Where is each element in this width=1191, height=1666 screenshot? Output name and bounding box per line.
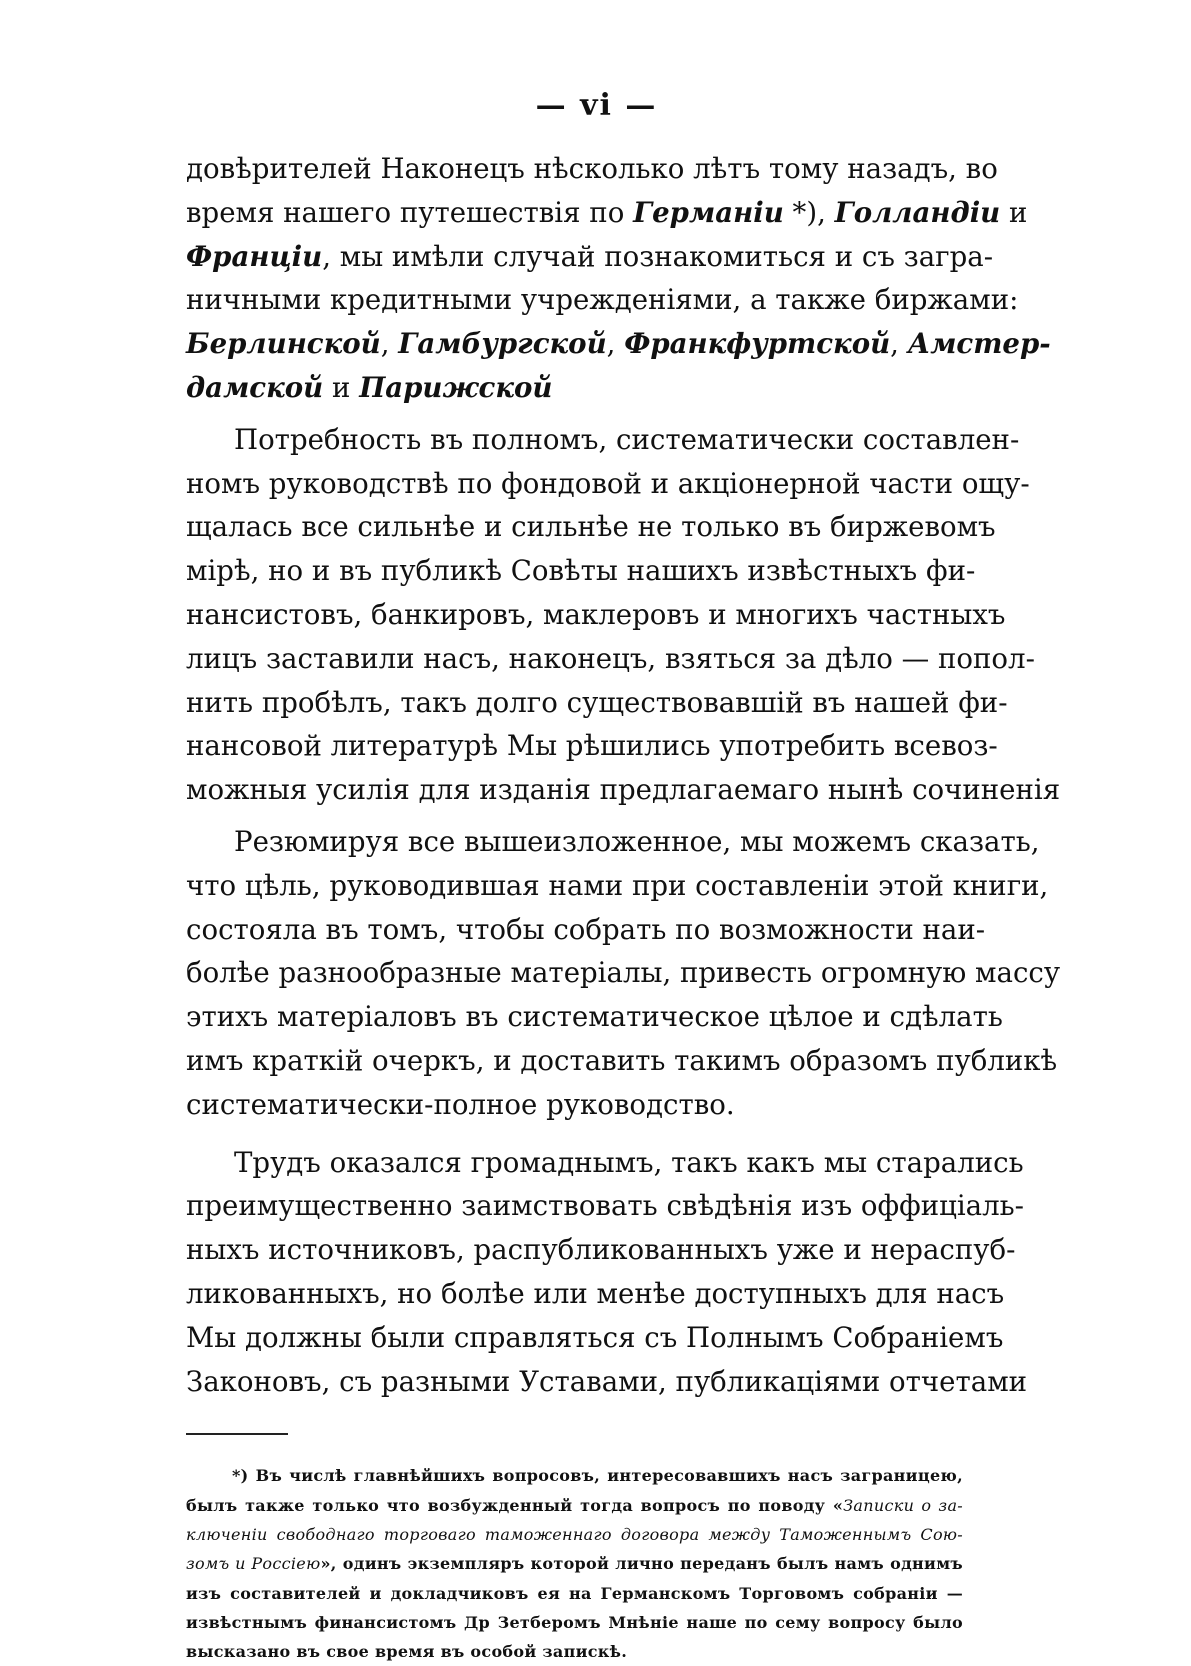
text-line xyxy=(186,147,998,191)
text-line xyxy=(186,951,1061,995)
text-run: Трудъ оказался громаднымъ, такъ какъ мы старались xyxy=(234,1145,1024,1179)
text-run: лицъ заставили насъ, наконецъ, взяться за дѣло — попол- xyxy=(186,641,1035,675)
text-line xyxy=(186,1360,1028,1404)
text-run: ликованныхъ, но болѣе или менѣе доступныхъ для насъ xyxy=(186,1276,1005,1310)
text-run: , мы имѣли случай познакомиться и съ загра- xyxy=(322,239,994,273)
footnote-line xyxy=(186,1637,963,1666)
footnote-separator xyxy=(186,1433,288,1435)
text-line xyxy=(186,278,1019,322)
emphasized-text: дамской xyxy=(186,370,324,404)
text-run: нансистовъ, банкировъ, маклеровъ и многихъ частныхъ xyxy=(186,597,1006,631)
text-run: преимущественно заимствовать свѣдѣнія изъ оффиціаль- xyxy=(186,1189,1024,1223)
text-line xyxy=(186,462,1030,506)
text-run: нить пробѣлъ, такъ долго существовавшій въ нашей фи- xyxy=(186,685,1008,719)
text-line xyxy=(186,724,998,768)
emphasized-text: Амстер- xyxy=(907,327,1051,361)
text-line xyxy=(186,1039,1058,1083)
text-line xyxy=(186,235,994,279)
text-run: и xyxy=(323,370,360,404)
text-run: Мы должны были справляться съ Полнымъ Собраніемъ xyxy=(186,1320,1004,1354)
text-line xyxy=(186,820,1040,864)
emphasized-text: Берлинской xyxy=(186,327,381,361)
text-line xyxy=(186,681,1008,725)
text-run: и xyxy=(1000,195,1028,229)
emphasized-text: Германіи xyxy=(633,195,784,229)
text-run: щалась все сильнѣе и сильнѣе не только въ биржевомъ xyxy=(186,510,996,544)
text-line xyxy=(186,1184,1024,1228)
text-line xyxy=(186,549,976,593)
emphasized-text: Гамбургской xyxy=(398,327,607,361)
text-run: ничными кредитными учрежденіями, а также биржами: xyxy=(186,283,1019,317)
text-run: изъ составителей и докладчиковъ ея на Германскомъ Торговомъ собраніи — xyxy=(186,1583,963,1603)
text-run: болѣе разнообразные матеріалы, привесть огромную массу xyxy=(186,956,1061,990)
text-run: время нашего путешествія по xyxy=(186,195,634,229)
text-line xyxy=(186,1083,963,1127)
footnote-line xyxy=(186,1491,963,1520)
text-line xyxy=(186,1272,1005,1316)
text-run: , xyxy=(380,327,399,361)
emphasized-text: Голландіи xyxy=(834,195,1001,229)
text-run: мірѣ, но и въ публикѣ Совѣты нашихъ извѣстныхъ фи- xyxy=(186,554,976,588)
text-run: номъ руководствѣ по фондовой и акціонерной части ощу- xyxy=(186,466,1030,500)
text-line xyxy=(186,1141,1024,1185)
text-run: Потребность въ полномъ, систематически составлен- xyxy=(234,422,1020,456)
text-run: можныя усилія для изданія предлагаемаго нынѣ сочиненія xyxy=(186,773,1061,807)
paragraph-2 xyxy=(186,418,1061,812)
text-line xyxy=(186,418,1020,462)
text-line xyxy=(186,637,1035,681)
text-line xyxy=(186,908,986,952)
text-run: *), xyxy=(783,195,835,229)
text-line xyxy=(186,593,1006,637)
emphasized-text: зомъ и Россіею xyxy=(186,1554,321,1574)
footnote-line xyxy=(186,1549,963,1578)
page-number: — vi — xyxy=(535,88,658,123)
emphasized-text: Записки о за- xyxy=(843,1495,963,1515)
footnote-line xyxy=(186,1608,963,1637)
text-line xyxy=(186,995,1003,1039)
text-run: », одинъ экземпляръ которой лично переданъ былъ намъ однимъ xyxy=(320,1554,963,1574)
text-run: что цѣль, руководившая нами при составленіи этой книги, xyxy=(186,868,1049,902)
footnote-line xyxy=(186,1461,963,1490)
emphasized-text: ключеніи свободнаго торговаго таможеннаго договора между Таможеннымъ Сою- xyxy=(186,1524,963,1544)
text-run: былъ также только что возбужденный тогда вопросъ по поводу « xyxy=(186,1495,844,1515)
text-run: довѣрителей Наконецъ нѣсколько лѣтъ тому назадъ, во xyxy=(186,152,998,185)
text-run: нансовой литературѣ Мы рѣшились употребить всевоз- xyxy=(186,729,998,763)
text-run: *) Въ числѣ главнѣйшихъ вопросовъ, интересовавшихъ насъ заграницею, xyxy=(232,1466,963,1486)
text-run: этихъ матеріаловъ въ систематическое цѣлое и сдѣлать xyxy=(186,1000,1003,1034)
text-run: Резюмируя все вышеизложенное, мы можемъ сказать, xyxy=(234,824,1040,858)
text-line xyxy=(186,768,1061,812)
emphasized-text: Франціи xyxy=(186,239,323,273)
text-run: Законовъ, съ разными Уставами, публикаціями отчетами xyxy=(186,1364,1028,1398)
text-run: состояла въ томъ, чтобы собрать по возможности наи- xyxy=(186,912,986,946)
footnote xyxy=(186,1461,963,1666)
paragraph-4 xyxy=(186,1141,1028,1404)
emphasized-text: Франкфуртской xyxy=(624,327,891,361)
text-line xyxy=(186,191,1028,235)
text-run: , xyxy=(890,327,908,361)
text-run: , xyxy=(606,327,625,361)
text-run: систематически-полное руководство. xyxy=(186,1087,735,1121)
emphasized-text: Парижской xyxy=(359,370,553,404)
footnote-line xyxy=(186,1579,963,1608)
text-line xyxy=(186,864,1049,908)
text-line xyxy=(186,366,963,410)
text-run: высказано въ свое время въ особой запискѣ. xyxy=(186,1642,628,1662)
text-run: ныхъ источниковъ, распубликованныхъ уже и нераспуб- xyxy=(186,1233,1016,1267)
text-line xyxy=(186,1228,1016,1272)
main-text xyxy=(186,147,1061,1403)
paragraph-3 xyxy=(186,820,1061,1127)
paragraph-1 xyxy=(186,147,1051,410)
text-line xyxy=(186,322,1051,366)
text-run: имъ краткій очеркъ, и доставить такимъ образомъ публикѣ xyxy=(186,1043,1058,1077)
text-line xyxy=(186,505,996,549)
footnote-line xyxy=(186,1520,963,1549)
text-run: извѣстнымъ финансистомъ Др Зетберомъ Мнѣніе наше по сему вопросу было xyxy=(186,1612,963,1632)
text-line xyxy=(186,1316,1004,1360)
